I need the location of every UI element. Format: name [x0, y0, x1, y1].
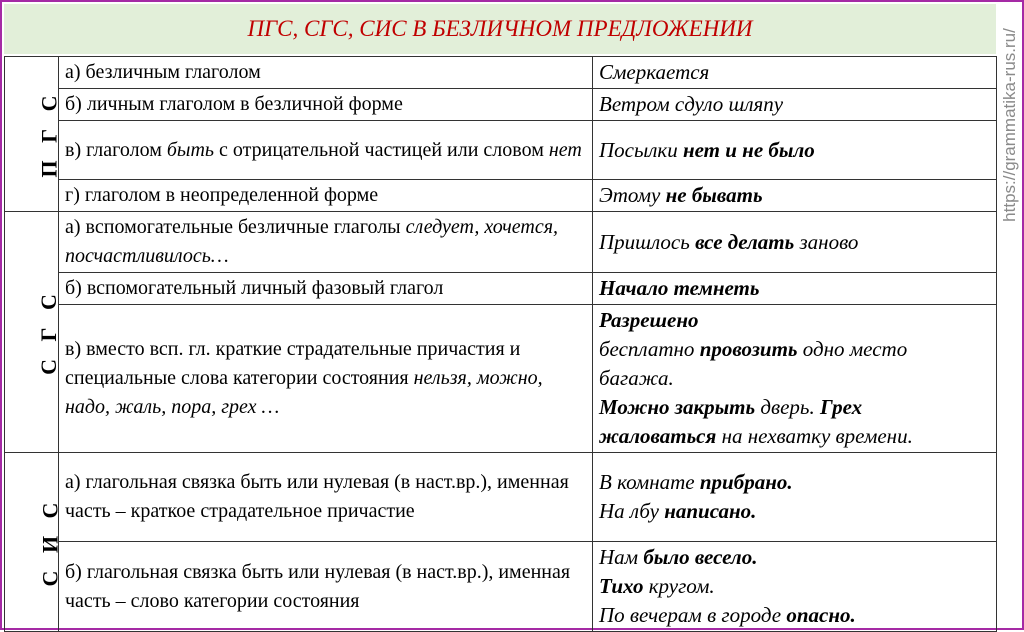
- table-cell: б) вспомогательный личный фазовый глагол: [59, 273, 593, 305]
- example-cell: Ветром сдуло шляпу: [593, 89, 997, 121]
- example-cell: Посылки нет и не было: [593, 121, 997, 180]
- table-cell: в) вместо всп. гл. краткие страдательные причастия и специальные слова категории состояния нельзя, можно, надо, жаль, пора, грех …: [59, 305, 593, 453]
- table-cell: а) безличным глаголом: [59, 57, 593, 89]
- table-row: [5, 305, 997, 453]
- title-bar: [4, 4, 996, 54]
- table-row: [5, 273, 997, 305]
- table-row: [5, 180, 997, 212]
- group-label-sis: С И С: [5, 453, 59, 632]
- example-cell: Начало темнеть: [593, 273, 997, 305]
- watermark-text: https://grammatika-rus.ru/: [1000, 28, 1019, 222]
- grammar-table: [4, 56, 997, 632]
- group-label-pgs: П Г С: [5, 57, 59, 212]
- example-cell: Смеркается: [593, 57, 997, 89]
- example-cell: Разрешено бесплатно провозить одно место багажа. Можно закрыть дверь. Грех жаловаться на нехватку времени.: [593, 305, 997, 453]
- group-label-sgs: С Г С: [5, 212, 59, 453]
- table-cell: г) глаголом в неопределенной форме: [59, 180, 593, 212]
- example-cell: Пришлось все делать заново: [593, 212, 997, 273]
- table-row: [5, 453, 997, 542]
- table-row: [5, 542, 997, 632]
- example-cell: Нам было весело. Тихо кругом. По вечерам в городе опасно.: [593, 542, 997, 632]
- page-title: ПГС, СГС, СИС В БЕЗЛИЧНОМ ПРЕДЛОЖЕНИИ: [247, 16, 753, 41]
- table-cell: б) глагольная связка быть или нулевая (в наст.вр.), именная часть – слово категории состояния: [59, 542, 593, 632]
- table-cell: в) глаголом быть с отрицательной частицей или словом нет: [59, 121, 593, 180]
- table-row: [5, 89, 997, 121]
- example-cell: В комнате прибрано. На лбу написано.: [593, 453, 997, 542]
- table-row: [5, 121, 997, 180]
- example-cell: Этому не бывать: [593, 180, 997, 212]
- table-cell: б) личным глаголом в безличной форме: [59, 89, 593, 121]
- watermark: [996, 0, 1024, 250]
- table-cell: а) глагольная связка быть или нулевая (в наст.вр.), именная часть – краткое страдательное причастие: [59, 453, 593, 542]
- table-cell: а) вспомогательные безличные глаголы следует, хочется, посчастливилось…: [59, 212, 593, 273]
- table-row: [5, 212, 997, 273]
- table-row: [5, 57, 997, 89]
